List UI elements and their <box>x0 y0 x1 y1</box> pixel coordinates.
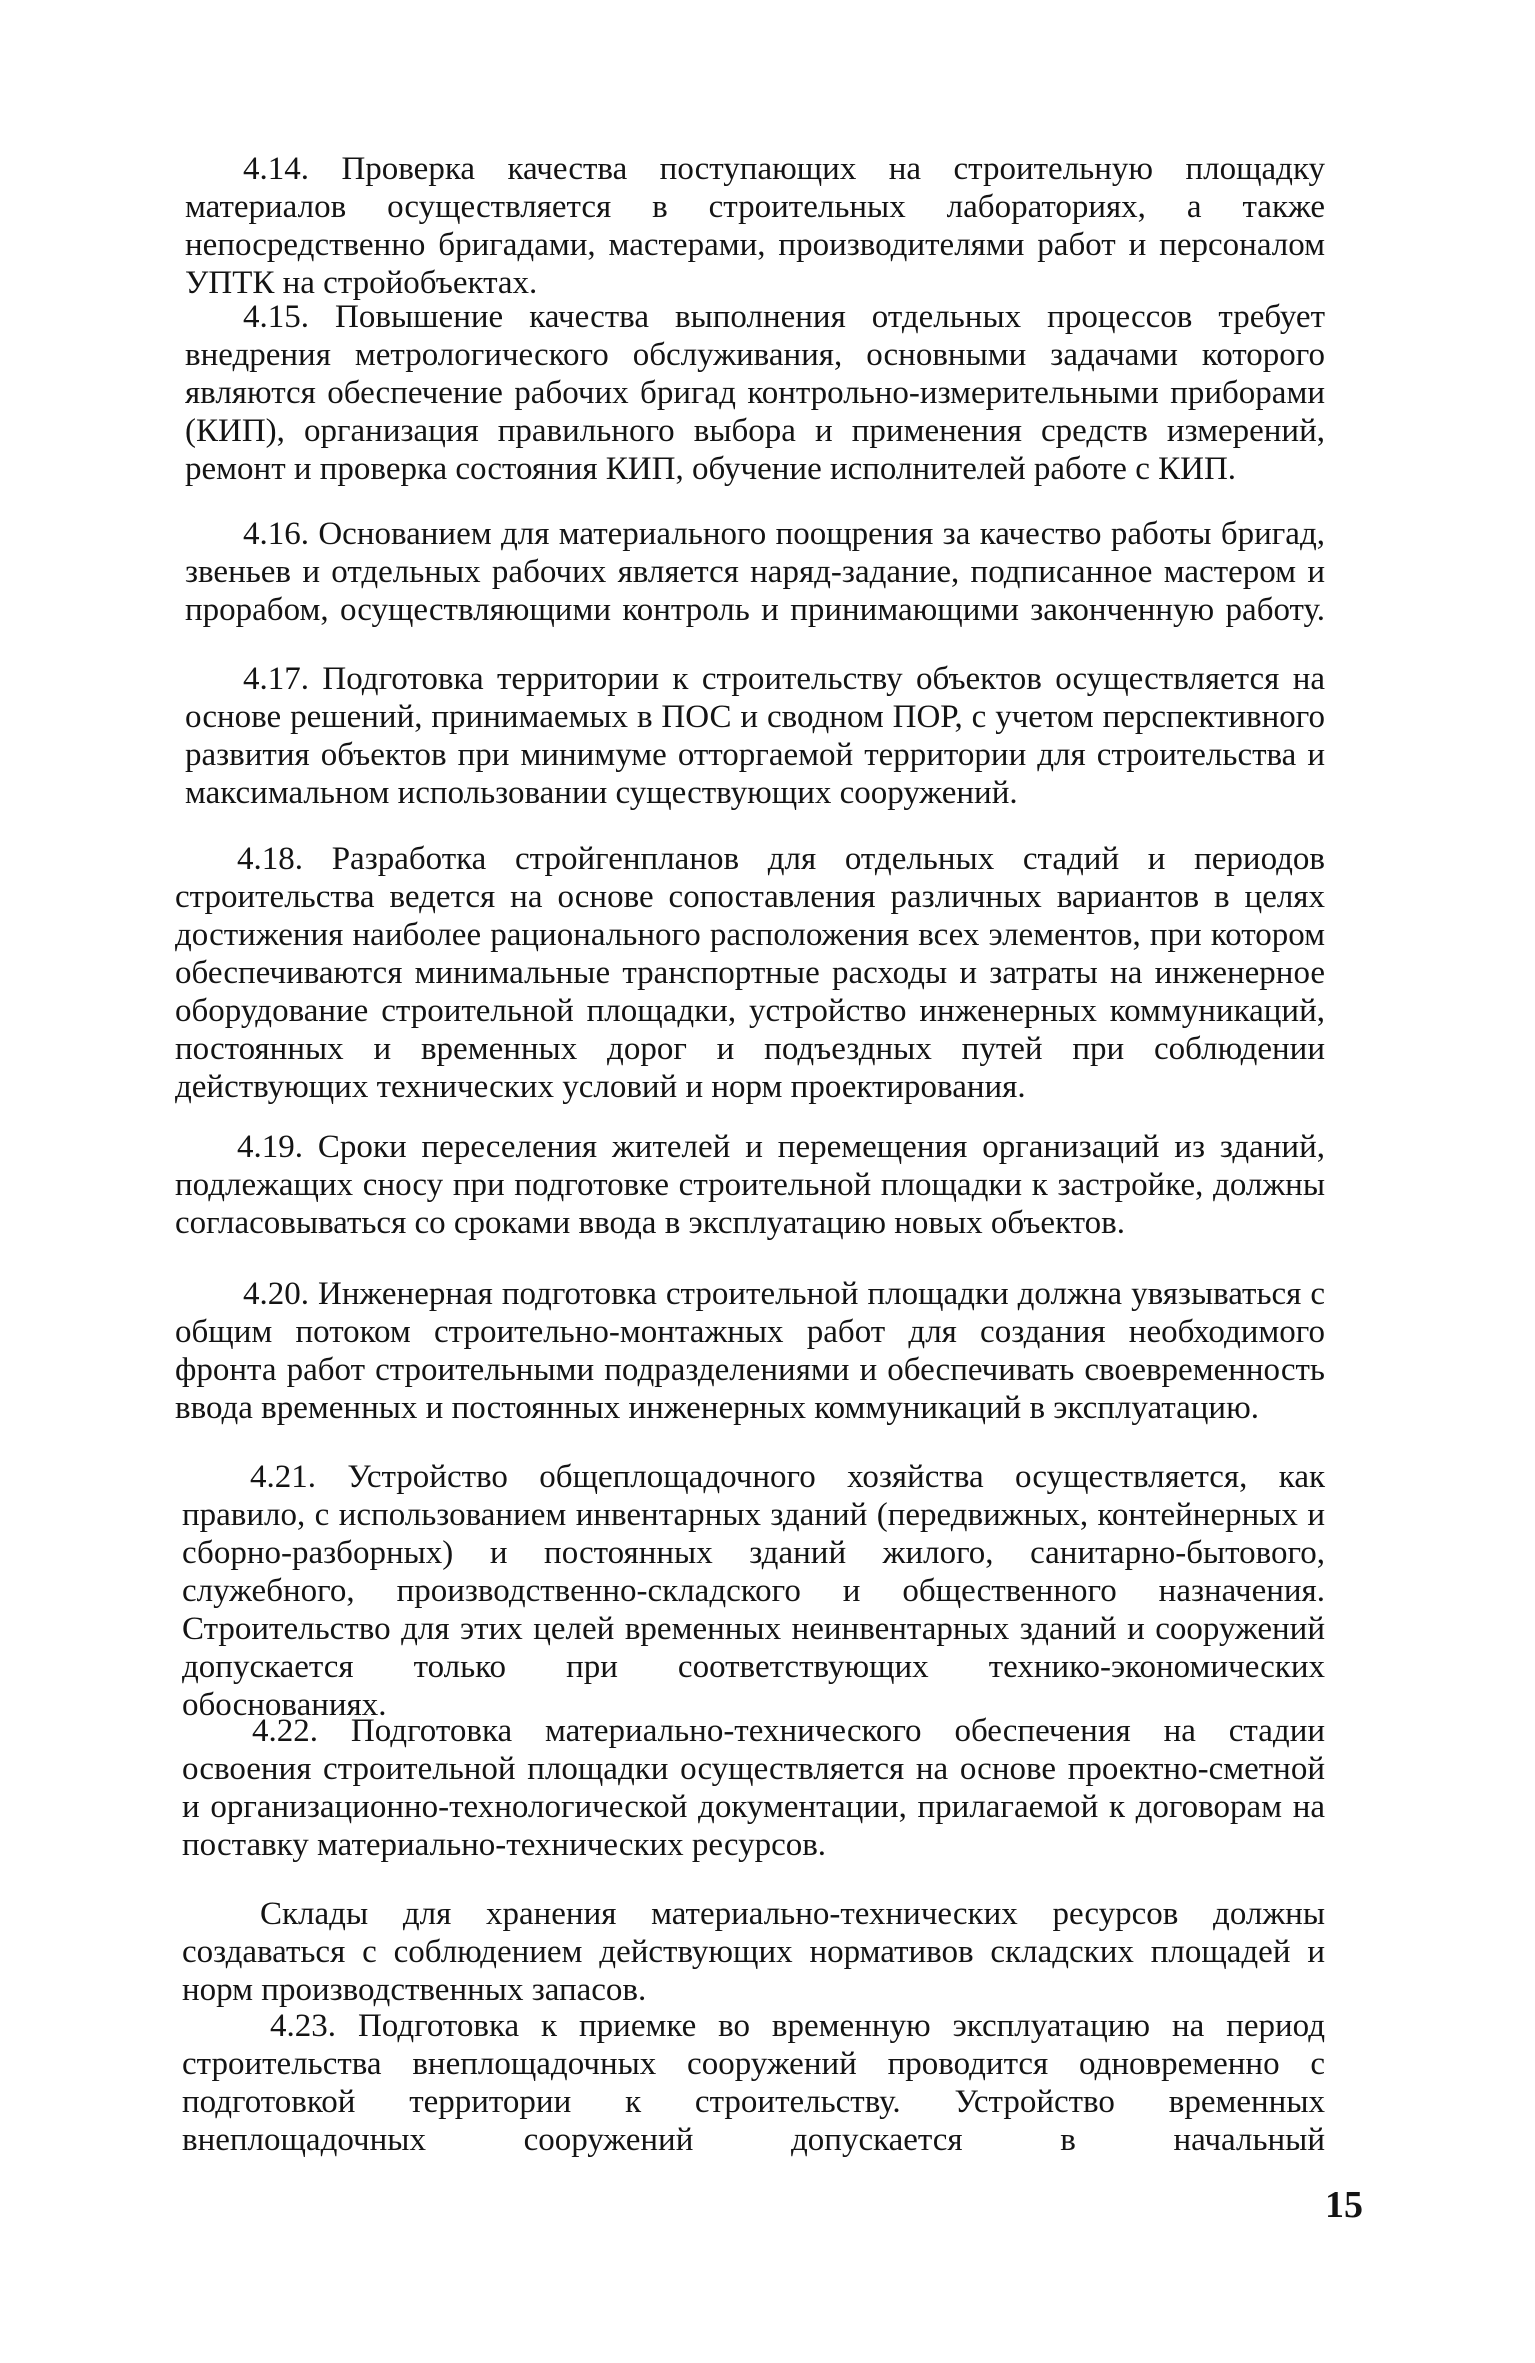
paragraph-4-16 <box>185 515 1325 629</box>
paragraph-text: Подготовка материально-технического обеспечения на стадии освоения строительной площадки осуществляется на основе проектно-сметной и организационно-технологической документации, прилагаемой к договорам на поставку материально-технических ресурсов. <box>182 1713 1326 1863</box>
paragraph-text: Сроки переселения жителей и перемещения организаций из зданий, подлежащих сносу при подготовке строительной площадки к застройке, должны согласовываться со сроками ввода в эксплуатацию новых объектов. <box>175 1129 1325 1241</box>
paragraph-text: Инженерная подготовка строительной площадки должна увязываться с общим потоком строительно-монтажных работ для создания необходимого фронта работ строительными подразделениями и обеспечивать своевременность ввода временных и постоянных инженерных коммуникаций в эксплуатацию. <box>175 1276 1326 1426</box>
paragraph-text: Повышение качества выполнения отдельных процессов требует внедрения метрологического обслуживания, основными задачами которого являются обеспечение рабочих бригад контрольно-измерительными приборами (КИП), организация правильного выбора и применения средств измерений, ремонт и проверка состояния КИП, обучение исполнителей работе с КИП. <box>185 299 1326 487</box>
paragraph-number: 4.14. <box>243 151 309 187</box>
paragraph-text: Основанием для материального поощрения за качество работы бригад, звеньев и отдельных рабочих является наряд-задание, подписанное мастером и прорабом, осуществляющими контроль и принимающими законченную работу. <box>185 516 1325 628</box>
paragraph-4-17 <box>185 660 1325 812</box>
paragraph-text: Разработка стройгенпланов для отдельных стадий и периодов строительства ведется на основе сопоставления различных вариантов в целях достижения наиболее рационального расположения всех элементов, при котором обеспечиваются минимальные транспортные расходы и затраты на инженерное оборудование строительной площадки, устройство инженерных коммуникаций, постоянных и временных дорог и подъездных путей при соблюдении действующих технических условий и норм проектирования. <box>175 841 1326 1105</box>
paragraph-text: Подготовка территории к строительству объектов осуществляется на основе решений, принимаемых в ПОС и сводном ПОР, с учетом перспективного развития объектов при минимуме отторгаемой территории для строительства и максимальном использовании существующих сооружений. <box>185 661 1326 811</box>
paragraph-text: Устройство общеплощадочного хозяйства осуществляется, как правило, с использованием инвентарных зданий (передвижных, контейнерных и сборно-разборных) и постоянных зданий жилого, санитарно-бытового, служебного, производственно-складского и общественного назначения. Строительство для этих целей временных неинвентарных зданий и сооружений допускается только при соответствующих технико-экономических обоснованиях. <box>182 1459 1325 1723</box>
paragraph-4-14 <box>185 150 1325 302</box>
paragraph-4-19 <box>175 1128 1325 1242</box>
paragraph-number: 4.17. <box>243 661 309 697</box>
paragraph-text: Проверка качества поступающих на строительную площадку материалов осуществляется в строительных лабораториях, а также непосредственно бригадами, мастерами, производителями работ и персоналом УПТК на стройобъектах. <box>185 151 1326 301</box>
paragraph-4-18 <box>175 840 1325 1106</box>
paragraph-4-15 <box>185 298 1325 488</box>
paragraph-4-22 <box>182 1712 1325 1864</box>
paragraph-4-23 <box>182 2007 1325 2159</box>
paragraph-text: Склады для хранения материально-технических ресурсов должны создаваться с соблюдением действующих нормативов складских площадей и норм производственных запасов. <box>182 1896 1325 2008</box>
paragraph-number: 4.18. <box>237 841 303 877</box>
paragraph-number: 4.15. <box>243 299 309 335</box>
paragraph-text: Подготовка к приемке во временную эксплуатацию на период строительства внеплощадочных сооружений проводится одновременно с подготовкой территории к строительству. Устройство временных внеплощадочных сооружений допускается в начальный <box>182 2008 1326 2158</box>
paragraph-number: 4.20. <box>243 1276 309 1312</box>
paragraph-warehouses <box>182 1895 1325 2009</box>
paragraph-number: 4.23. <box>270 2008 336 2044</box>
paragraph-number: 4.19. <box>237 1129 303 1165</box>
paragraph-number: 4.22. <box>252 1713 318 1749</box>
paragraph-number: 4.16. <box>243 516 309 552</box>
paragraph-4-20 <box>175 1275 1325 1427</box>
paragraph-number: 4.21. <box>250 1459 316 1495</box>
paragraph-4-21 <box>182 1458 1325 1724</box>
page-number: 15 <box>1325 2184 1363 2226</box>
